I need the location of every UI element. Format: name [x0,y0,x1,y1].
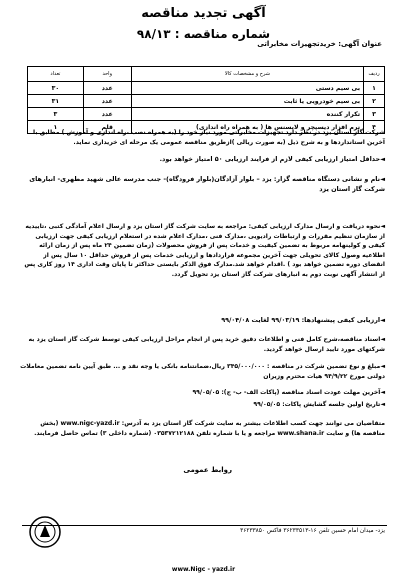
bullet-icon: ◄ [380,389,385,396]
row-unit: عدد [83,95,131,108]
row-desc: بی سیم خودرویی یا ثابت [131,95,363,108]
documents-text: اسناد مناقصه،شرح کامل فنی و اطلاعات دقیق خرید پس از انجام مراحل ارزیابی کیفی توسط شرکت گاز استان یزد به شرکتهای مورد تایید ارسال خواهد گردید. [28,336,385,353]
final-deadline-text: آخرین مهلت عودت اسناد مناقصه (پاکات الف- ب- ج): ۹۹/۰۵/۰۵ [192,389,381,396]
header-unit: واحد [83,67,131,82]
row-unit: قلم [83,121,131,134]
row-no: ۲ [364,95,385,108]
bullet-icon: ◄ [380,223,385,230]
publish-date-text: تاریخ اولین جلسه گشایش پاکات: ۹۹/۰۵/۰۵ [253,401,381,408]
row-qty: ۱ [28,121,84,134]
company-logo [28,515,62,549]
address-paragraph [20,175,385,194]
bullet-icon: ◄ [380,155,385,163]
row-unit: عدد [83,82,131,95]
bullet-icon: ◄ [380,363,385,370]
publish-date-paragraph [20,400,385,410]
row-no: ۱ [364,82,385,95]
final-deadline-paragraph [20,388,385,398]
row-qty: ۳۱ [28,95,84,108]
row-qty: ۳ [28,108,84,121]
footer-website: www.Nigc - yazd.ir [171,566,236,573]
table-row [28,82,385,95]
bullet-icon: ◄ [380,316,385,324]
bullet-icon: ◄ [380,401,385,408]
tender-subject: عنوان آگهی: خریدتجهیزات مخابراتی [257,40,382,48]
address-text: نام و نشانی دستگاه مناقصه گزار: یزد – بلوار آزادگان(بلوار فرودگاه)- جنب مدرسه عالی شهید مطهری- انبارهای شرکت گاز استان یزد [29,175,385,193]
header-row-no: ردیف [364,67,385,82]
row-desc: تکرار کننده [131,108,363,121]
items-table [27,66,385,134]
table-row [28,108,385,121]
row-desc: نرم افزار دیسپچر و لایسنس ها ( به همراه راه اندازی) [131,121,363,134]
row-unit: عدد [83,108,131,121]
footer-address: یزد- میدان امام حسین تلفن ۱۶-۳۶۲۳۳۵۱۳ فاکس ۳۶۲۳۳۸۵۰ [240,528,385,534]
documents-paragraph [20,335,385,354]
row-qty: ۳۰ [28,82,84,95]
bullet-icon: ◄ [380,336,385,343]
intro-paragraph: شرکت گاز استان یزد در نظر دارد تجهیزات مخابراتی مورد نیاز خود را (به همراه نصب ،راه اندازی و آموزش ) مطابق با آخرین استانداردها و به شرح ذیل (به صورت ریالی )ازطریق مناقصه عمومی یک مرحله ای خریداری نماید. [33,129,385,146]
row-no: ۴ [364,121,385,134]
contact-paragraph: متقاضیان می توانند جهت کسب اطلاعات بیشتر به سایت شرکت گاز استان یزد به آدرس: www.nigc-yazd.ir (بخش مناقصه ها) و سایت www.shana.ir مراجعه و یا با شماره تلفن ۰۳۵۳۷۲۱۲۱۸۸ (شماره داخلی ۳) تماس حاصل فرمایند. [34,420,385,437]
row-desc: بی سیم دستی [131,82,363,95]
min-score-paragraph [20,155,385,165]
items-table-header [28,67,385,82]
bullet-icon: ◄ [380,175,385,183]
deadline-paragraph [20,316,385,326]
page-title: آگهی تجدید مناقصه [141,6,266,21]
method-text: نحوه دریافت و ارسال مدارک ارزیابی کیفی: مراجعه به سایت شرکت گاز استان یزد و ارسال اعلام آمادگی کتبی ،تاییدیه از سازمان تنظیم مقررات و ارتباطات رادیویی ،مدارک فنی ،مدارک اعلام شده در استعلام ارزیابی کیفی جهت ارزیابی کیفی و کولینهامه مربوط به تضمین کیفیت و خدمات پس از فروش محصولات (زمان تضمین ۲۴ ماه پس از زمان ارائه اطلاعیه وصول کالای تحویلی جهت آخرین مجموعه قراردادها و ارزیابی خدمات پس از فروش حداقل ۱۰ سال پس از انقضای دوره تضمین خواهد بود ) .اقدام خواهد شد.مدارک فوق الذکر بایستی حداکثر تا پایان وقت اداری ۱۴ روز کاری پس از انتشار آگهی نوبت دوم به انبارهای شرکت گاز استان یزد تحویل گردد. [24,223,385,278]
header-desc: شرح و مشخصات کالا [131,67,363,82]
method-paragraph [20,222,385,280]
table-row [28,95,385,108]
header-qty: تعداد [28,67,84,82]
deadline-text: ارزیابی کیفی پیشنهادها: ۹۹/۰۳/۱۹ لغایت ۹۹/۰۴/۰۸ [221,316,381,324]
guarantee-text: مبلغ و نوع تضمین شرکت در مناقصه : ۳۴۵/۰۰۰/۰۰۰ ریال،ضمانتنامه بانکی یا وجه نقد و ... طبق آیین نامه تضمین معاملات دولتی مورخ ۹۴/۹/۲۲ هیات محترم وزیران [20,363,385,380]
min-score-text: حداقل امتیاز ارزیابی کیفی لازم از فرایند ارزیابی ۵۰ امتیاز خواهد بود. [159,155,381,163]
row-no: ۳ [364,108,385,121]
footer-divider [22,525,387,526]
guarantee-paragraph [20,362,385,381]
tender-number: شماره مناقصه : ۹۸/۱۳ [136,27,271,41]
signature: روابط عمومی [183,466,232,474]
